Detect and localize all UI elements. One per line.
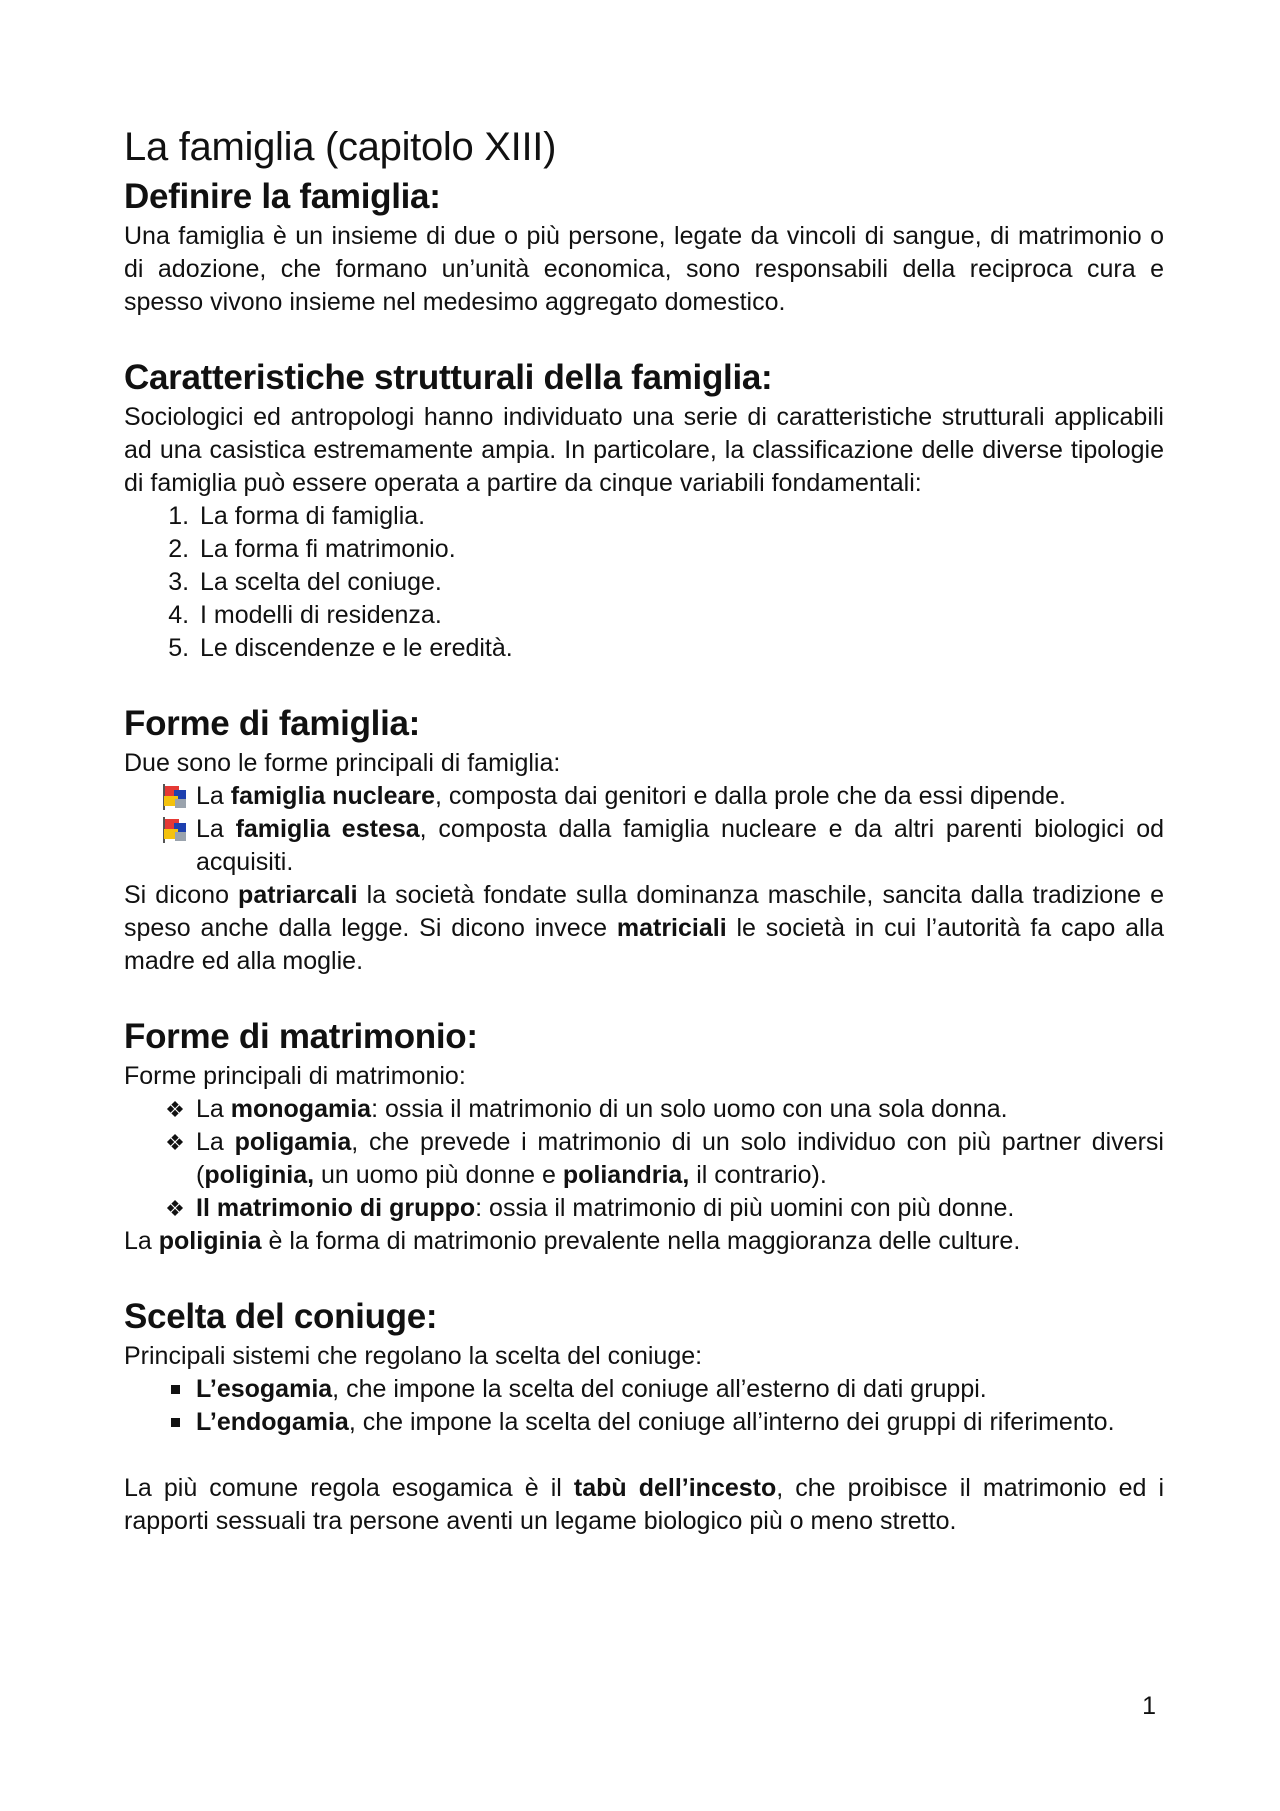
list-item: L’endogamia, che impone la scelta del coniuge all’interno dei gruppi di riferimento. [124,1406,1164,1439]
list-forme-famiglia [124,780,1164,879]
flag-bullet-icon [160,780,190,813]
list-item: 2. La forma fi matrimonio. [196,533,1164,566]
heading-caratteristiche: Caratteristiche strutturali della famiglia: [124,358,773,397]
list-item: 3. La scelta del coniuge. [196,566,1164,599]
document-page [124,120,1164,1538]
list-item: La famiglia nucleare, composta dai genitori e dalla prole che da essi dipende. [124,780,1164,813]
list-item: L’esogamia, che impone la scelta del coniuge all’esterno di dati gruppi. [124,1373,1164,1406]
diamond-bullet-icon: ❖ [165,1196,185,1221]
list-scelta-coniuge [124,1373,1164,1439]
list-item: ❖ La monogamia: ossia il matrimonio di un solo uomo con una sola donna. [124,1093,1164,1126]
heading-definire: Definire la famiglia: [124,177,441,216]
square-bullet-icon [160,1373,190,1406]
paragraph-forme-matrimonio-outro: La poliginia è la forma di matrimonio prevalente nella maggioranza delle culture. [124,1227,1021,1255]
paragraph-forme-matrimonio-intro: Forme principali di matrimonio: [124,1062,466,1090]
paragraph-caratteristiche: Sociologici ed antropologi hanno individuato una serie di caratteristiche strutturali applicabili ad una casistica estremamente ampia. In particolare, la classificazione delle diverse tipologie di famiglia può essere operata a partire da cinque variabili fondamentali: [124,403,1164,497]
paragraph-forme-famiglia-outro: Si dicono patriarcali la società fondate sulla dominanza maschile, sancita dalla tradizione e speso anche dalla legge. Si dicono invece matriciali le società in cui l’autorità fa capo alla madre ed alla moglie. [124,881,1165,975]
paragraph-definire: Una famiglia è un insieme di due o più persone, legate da vincoli di sangue, di matrimonio o di adozione, che formano un’unità economica, sono responsabili della reciproca cura e spesso vivono insieme nel medesimo aggregato domestico. [124,222,1164,316]
list-item: 5. Le discendenze e le eredità. [196,632,1164,665]
page-number: 1 [1142,1692,1156,1720]
paragraph-scelta-coniuge-outro: La più comune regola esogamica è il tabù dell’incesto, che proibisce il matrimonio ed i rapporti sessuali tra persone aventi un legame biologico più o meno stretto. [124,1474,1165,1535]
flag-bullet-icon [160,813,190,846]
square-bullet-icon [160,1406,190,1439]
list-item: ❖ La poligamia, che prevede i matrimonio di un solo individuo con più partner diversi (poliginia, un uomo più donne e poliandria, il contrario). [124,1126,1164,1192]
list-forme-matrimonio [124,1093,1164,1225]
list-item: ❖ Il matrimonio di gruppo: ossia il matrimonio di più uomini con più donne. [124,1192,1164,1225]
paragraph-forme-famiglia-intro: Due sono le forme principali di famiglia: [124,749,561,777]
list-item: La famiglia estesa, composta dalla famiglia nucleare e da altri parenti biologici od acquisiti. [124,813,1164,879]
list-variabili [124,500,1164,665]
page-title: La famiglia (capitolo XIII) [124,125,557,169]
heading-forme-matrimonio: Forme di matrimonio: [124,1017,478,1056]
diamond-bullet-icon: ❖ [165,1097,185,1122]
list-item: 4. I modelli di residenza. [196,599,1164,632]
diamond-bullet-icon: ❖ [165,1130,185,1155]
heading-scelta-coniuge: Scelta del coniuge: [124,1297,438,1336]
heading-forme-famiglia: Forme di famiglia: [124,704,421,743]
list-item: 1. La forma di famiglia. [196,500,1164,533]
paragraph-scelta-coniuge-intro: Principali sistemi che regolano la scelta del coniuge: [124,1342,703,1370]
